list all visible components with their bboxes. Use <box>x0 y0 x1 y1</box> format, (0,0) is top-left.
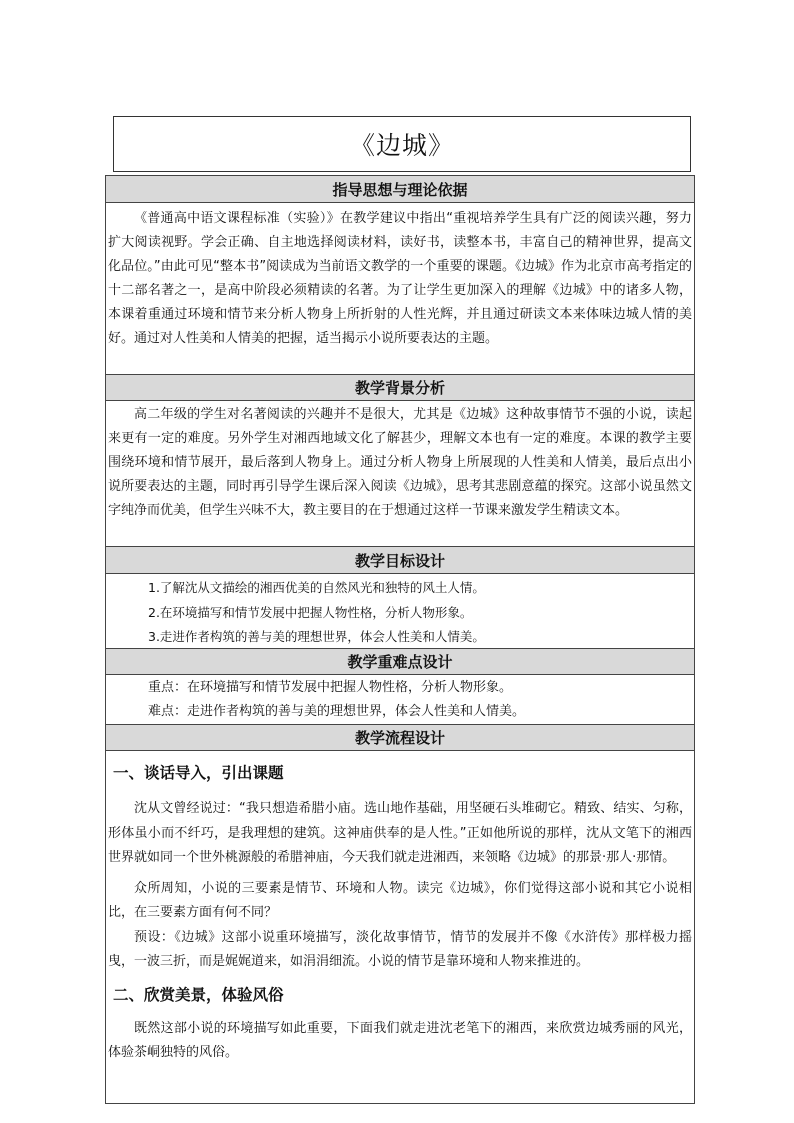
section-heading-background: 教学背景分析 <box>106 375 694 401</box>
document-title: 《边城》 <box>349 131 454 160</box>
objective-item: 3.走进作者构筑的善与美的理想世界，体会人性美和人情美。 <box>148 629 485 644</box>
difficult-point: 难点：走进作者构筑的善与美的理想世界，体会人性美和人情美。 <box>148 704 526 719</box>
lesson-plan-table <box>105 175 695 1104</box>
flow-part2-title: 二、欣赏美景，体验风俗 <box>113 985 284 1004</box>
section-body-background <box>106 401 694 547</box>
section-heading-flow: 教学流程设计 <box>106 725 694 751</box>
paragraph: 既然这部小说的环境描写如此重要，下面我们就走进沈老笔下的湘西，来欣赏边城秀丽的风光，体验茶峒独特的风俗。 <box>108 1020 692 1060</box>
key-point: 重点：在环境描写和情节发展中把握人物性格，分析人物形象。 <box>148 680 513 695</box>
flow-part1-title: 一、谈话导入，引出课题 <box>113 764 284 782</box>
section-body-guiding-theory <box>106 203 694 375</box>
section-body-key-points <box>106 675 694 725</box>
objective-item: 1.了解沈从文描绘的湘西优美的自然风光和独特的风土人情。 <box>148 580 485 595</box>
paragraph: 众所周知，小说的三要素是情节、环境和人物。读完《边城》，你们觉得这部小说和其它小说相比，在三要素方面有何不同？ <box>108 880 692 920</box>
paragraph: 高二年级的学生对名著阅读的兴趣并不是很大，尤其是《边城》这种故事情节不强的小说，读起来更有一定的难度。另外学生对湘西地域文化了解甚少，理解文本也有一定的难度。本课的教学主要围绕环境和情节展开，最后落到人物身上。通过分析人物身上所展现的人性美和人情美，最后点出小说所要表达的主题，同时再引导学生课后深入阅读《边城》，思考其悲剧意蕴的探究。这部小说虽然文字纯净而优美，但学生兴味不大，教主要目的在于想通过这样一节课来激发学生精读文本。 <box>108 407 692 518</box>
section-heading-objectives: 教学目标设计 <box>106 547 694 574</box>
section-body-objectives <box>106 574 694 649</box>
section-heading-guiding-theory: 指导思想与理论依据 <box>106 176 694 203</box>
document-title-box <box>113 116 691 172</box>
paragraph: 《普通高中语文课程标准（实验）》在教学建议中指出“重视培养学生具有广泛的阅读兴趣，努力扩大阅读视野。学会正确、自主地选择阅读材料，读好书，读整本书，丰富自己的精神世界，提高文化品位。”由此可见“整本书”阅读成为当前语文教学的一个重要的课题。《边城》作为北京市高考指定的十二部名著之一，是高中阶段必须精读的名著。为了让学生更加深入的理解《边城》中的诸多人物，本课着重通过环境和情节来分析人物身上所折射的人性光辉，并且通过研读文本来体味边城人情的美好。通过对人性美和人情美的把握，适当揭示小说所要表达的主题。 <box>108 211 692 346</box>
section-body-flow <box>106 751 694 1104</box>
paragraph: 预设：《边城》这部小说重环境描写，淡化故事情节，情节的发展并不像《水浒传》那样极力摇曳，一波三折，而是娓娓道来，如涓涓细流。小说的情节是靠环境和人物来推进的。 <box>108 929 692 969</box>
objective-item: 2.在环境描写和情节发展中把握人物性格，分析人物形象。 <box>148 604 473 620</box>
section-heading-key-points: 教学重难点设计 <box>106 649 694 675</box>
paragraph: 沈从文曾经说过：“我只想造希腊小庙。选山地作基础，用坚硬石头堆砌它。精致、结实、匀称，形体虽小而不纤巧，是我理想的建筑。这神庙供奉的是人性。”正如他所说的那样，沈从文笔下的湘西世界就如同一个世外桃源般的希腊神庙，今天我们就走进湘西，来领略《边城》的那景·那人·那情。 <box>108 801 692 865</box>
